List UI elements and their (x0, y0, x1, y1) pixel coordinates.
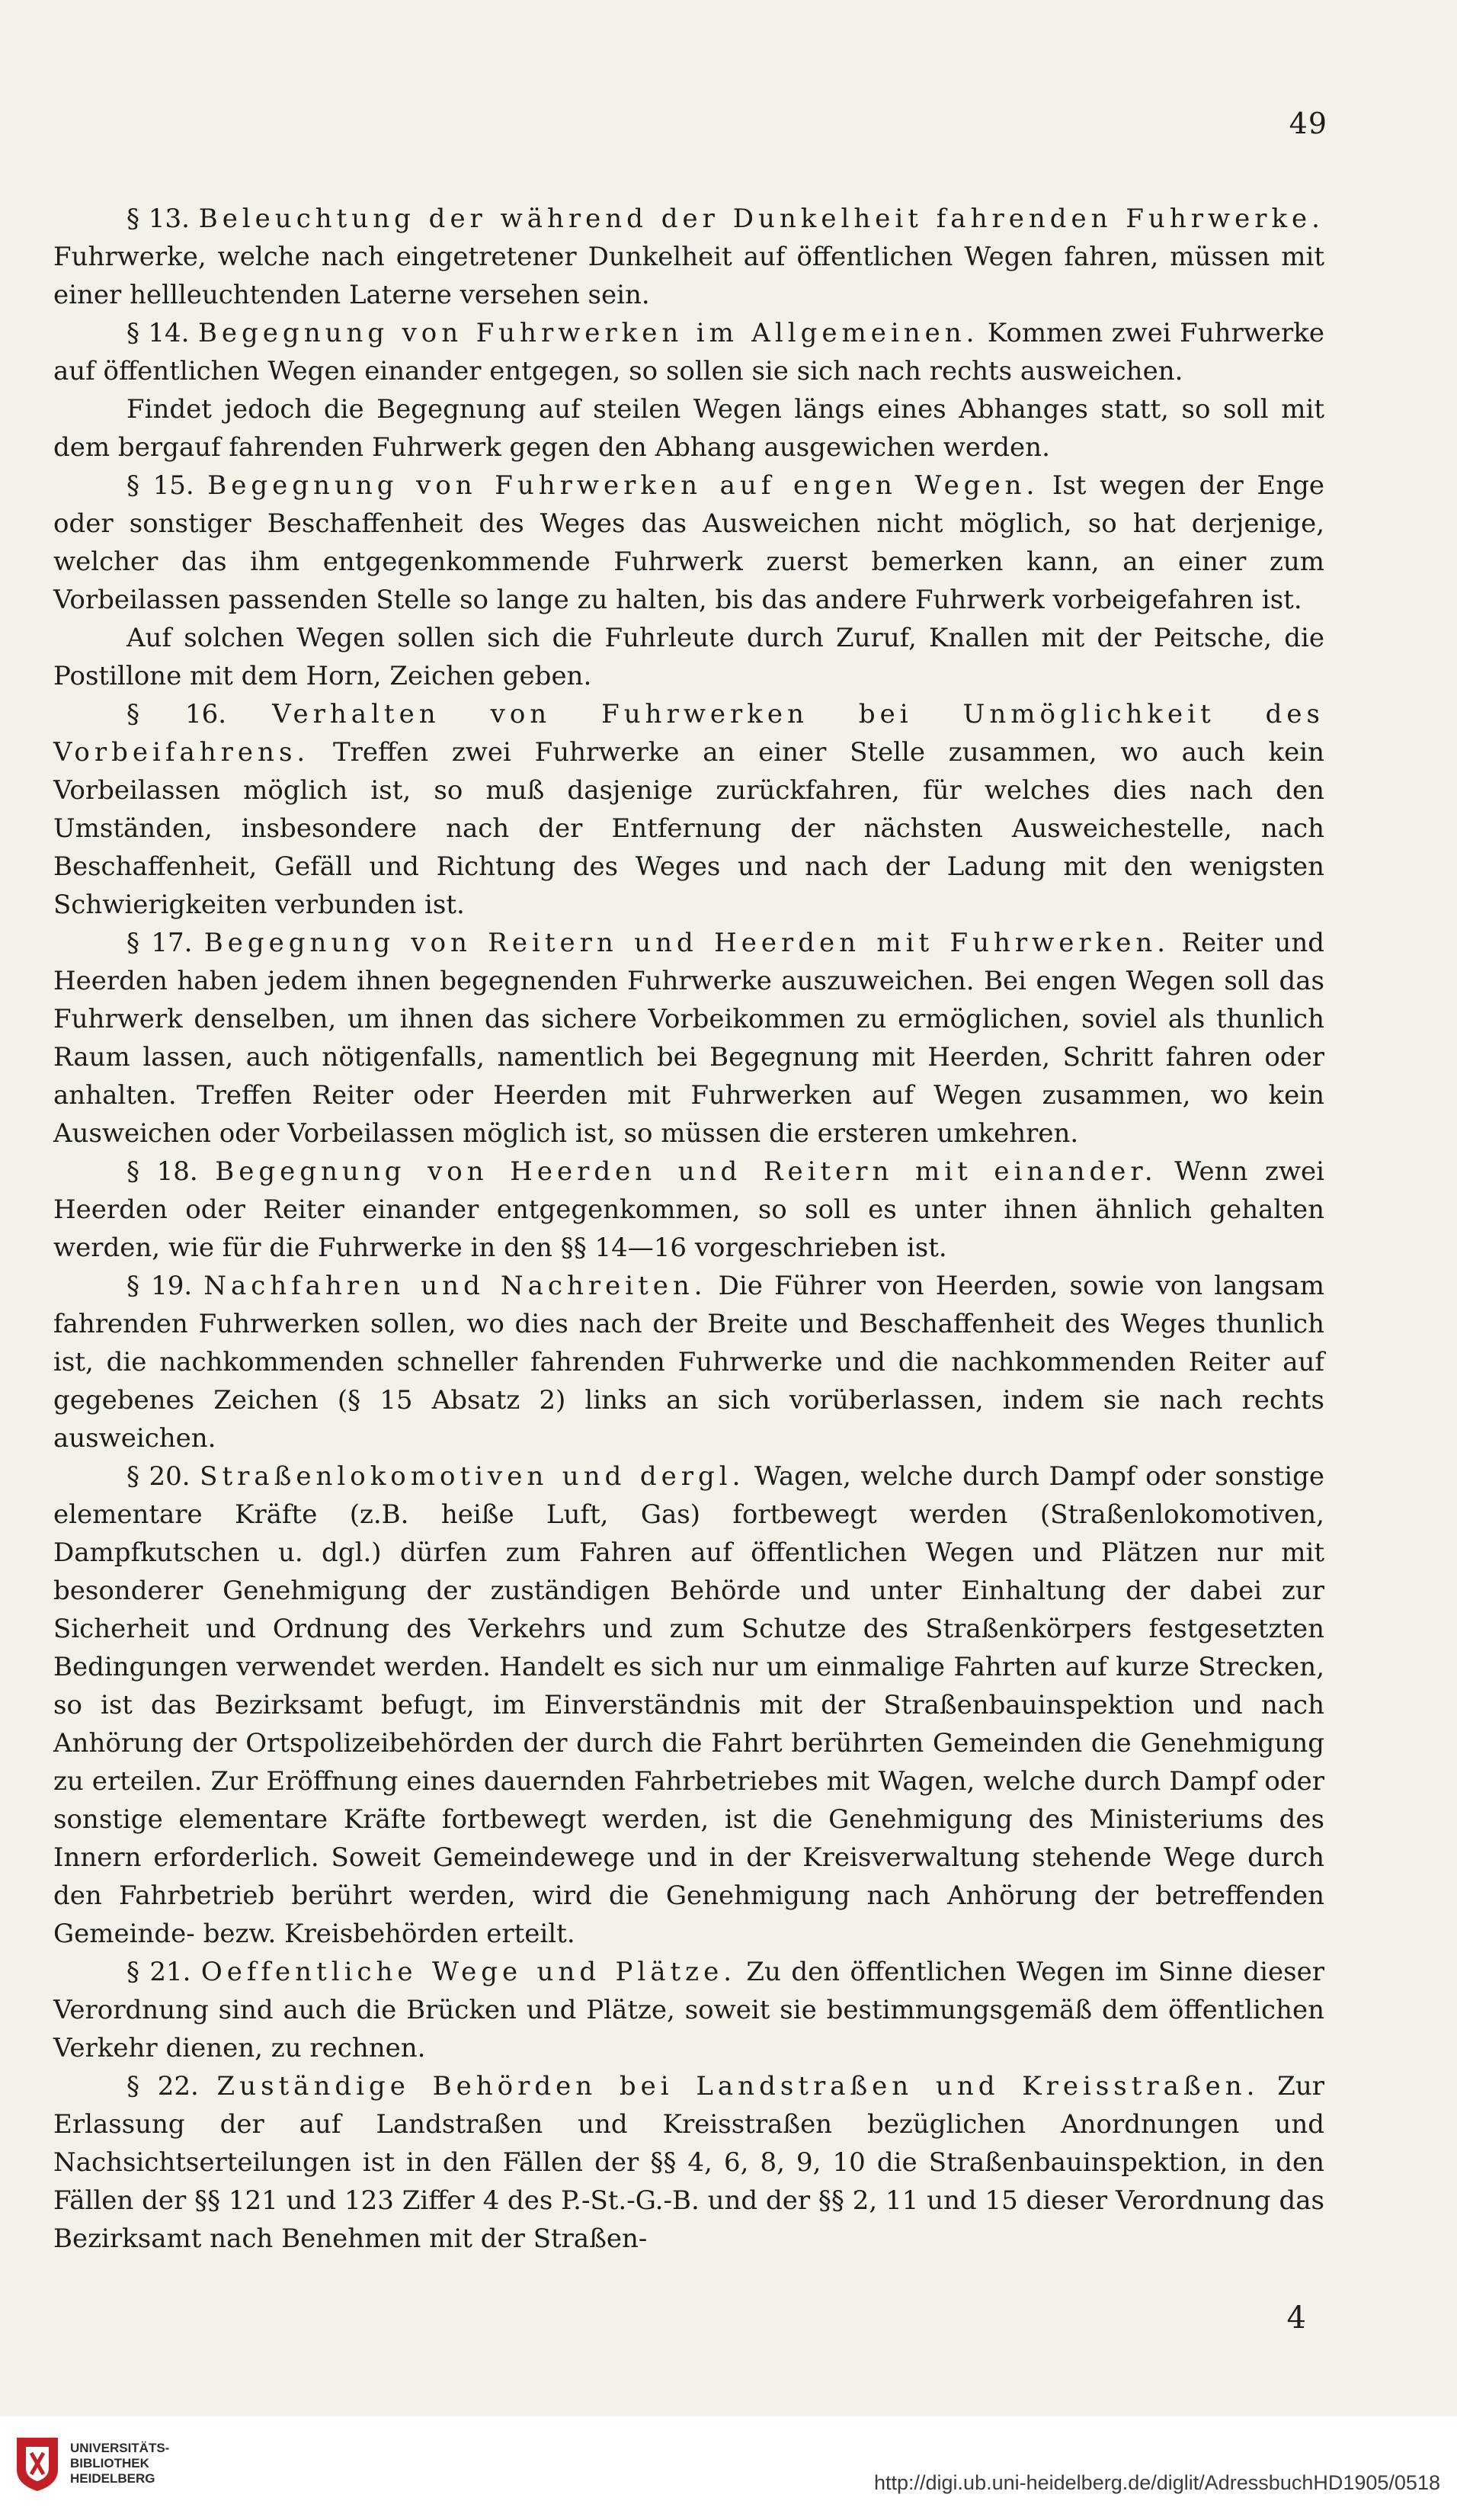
section-title: Oeffentliche Wege und Plätze. (200, 1957, 737, 1987)
library-name-line-2: BIBLIOTHEK (70, 2456, 149, 2470)
section-number: § 18. (126, 1156, 198, 1187)
section-title: Begegnung von Fuhrwerken auf engen Wegen. (207, 470, 1039, 501)
section-title: Begegnung von Fuhrwerken im Allgemeinen. (197, 318, 979, 348)
library-name-line-1: UNIVERSITÄTS- (70, 2441, 170, 2455)
section-title: Beleuchtung der während der Dunkelheit fahrenden Fuhrwerke. (198, 204, 1324, 234)
source-url-link[interactable]: http://digi.ub.uni-heidelberg.de/diglit/AdressbuchHD1905/0518 (873, 2471, 1440, 2494)
section-text: Auf solchen Wegen sollen sich die Fuhrleute durch Zuruf, Knallen mit der Peitsche, die Postillone mit dem Horn, Zeichen geben. (53, 623, 1324, 691)
section-17 (53, 924, 1324, 1153)
section-text: Reiter und Heerden haben jedem ihnen begegnenden Fuhrwerke auszuweichen. Bei engen Wegen soll das Fuhrwerk denselben, um ihnen das sichere Vorbeikommen zu ermöglichen, soviel als thunlich Raum lassen, auch nötigenfalls, namentlich bei Begegnung mit Heerden, Schritt fahren oder anhalten. Treffen Reiter oder Heerden mit Fuhrwerken auf Wegen zusammen, wo kein Ausweichen oder Vorbeilassen möglich ist, so müssen die ersteren umkehren. (53, 928, 1324, 1149)
section-text: Zur Erlassung der auf Landstraßen und Kreisstraßen bezüglichen Anordnungen und Nachsichtserteilungen ist in den Fällen der §§ 4, 6, 8, 9, 10 die Straßenbauinspektion, in den Fällen der §§ 121 und 123 Ziffer 4 des P.-St.-G.-B. und der §§ 2, 11 und 15 dieser Verordnung das Bezirksamt nach Benehmen mit der Straßen- (53, 2071, 1324, 2254)
section-number: § 20. (126, 1461, 191, 1492)
section-number: § 16. (126, 699, 227, 729)
section-14 (53, 314, 1324, 390)
section-15 (53, 466, 1324, 619)
section-19 (53, 1267, 1324, 1457)
document-body (53, 200, 1324, 2258)
section-18 (53, 1153, 1324, 1267)
section-number: § 17. (126, 928, 193, 958)
section-text: Die Führer von Heerden, sowie von langsam fahrenden Fuhrwerken sollen, wo dies nach der Breite und Beschaffenheit des Weges thunlich ist, die nachkommenden schneller fahrenden Fuhrwerke und die nachkommenden Reiter auf gegebenes Zeichen (§ 15 Absatz 2) links an sich vorüberlassen, indem sie nach rechts ausweichen. (53, 1271, 1325, 1454)
section-number: § 19. (126, 1271, 193, 1301)
section-text: Fuhrwerke, welche nach eingetretener Dunkelheit auf öffentlichen Wegen fahren, müssen mit einer hellleuchtenden Laterne versehen sein. (53, 242, 1324, 310)
section-title: Verhalten von Fuhrwerken bei Unmöglichkeit des Vorbeifahrens. (53, 699, 1324, 768)
section-text: Wenn zwei Heerden oder Reiter einander entgegenkommen, so soll es unter ihnen ähnlich gehalten werden, wie für die Fuhrwerke in den §§ 14—16 vorgeschrieben ist. (53, 1156, 1324, 1263)
section-16 (53, 695, 1324, 924)
section-number: § 22. (126, 2071, 199, 2102)
library-logo[interactable] (14, 2435, 169, 2493)
section-text: Ist wegen der Enge oder sonstiger Beschaffenheit des Weges das Ausweichen nicht möglich, so hat derjenige, welcher das ihm entgegenkommende Fuhrwerk zuerst bemerken kann, an einer zum Vorbeilassen passenden Stelle so lange zu halten, bis das andere Fuhrwerk vorbeigefahren ist. (53, 470, 1324, 615)
section-title: Zuständige Behörden bei Landstraßen und Kreisstraßen. (216, 2071, 1260, 2102)
section-text: Zu den öffentlichen Wegen im Sinne dieser Verordnung sind auch die Brücken und Plätze, soweit sie bestimmungsgemäß dem öffentlichen Verkehr dienen, zu rechnen. (53, 1957, 1324, 2063)
section-20 (53, 1457, 1324, 1953)
section-text: Kommen zwei Fuhrwerke auf öffentlichen Wegen einander entgegen, so sollen sie sich nach rechts ausweichen. (53, 318, 1325, 386)
section-13 (53, 200, 1324, 314)
section-15-paragraph-2 (53, 619, 1324, 695)
section-number: § 13. (126, 204, 190, 234)
heidelberg-seal-icon (14, 2435, 61, 2493)
section-title: Begegnung von Reitern und Heerden mit Fuhrwerken. (203, 928, 1170, 958)
section-14-paragraph-2 (53, 390, 1324, 466)
section-title: Straßenlokomotiven und dergl. (200, 1461, 745, 1492)
library-name-line-3: HEIDELBERG (70, 2471, 155, 2486)
section-text: Wagen, welche durch Dampf oder sonstige elementare Kräfte (z.B. heiße Luft, Gas) fortbewegt werden (Straßenlokomotiven, Dampfkutschen u. dgl.) dürfen zum Fahren auf öffentlichen Wegen und Plätzen nur mit besonderer Genehmigung der zuständigen Behörde und unter Einhaltung der dabei zur Sicherheit und Ordnung des Verkehrs und zum Schutze des Straßenkörpers festgesetzten Bedingungen verwendet werden. Handelt es sich nur um einmalige Fahrten auf kurze Strecken, so ist das Bezirksamt befugt, im Einverständnis mit der Straßenbauinspektion und nach Anhörung der Ortspolizeibehörden der durch die Fahrt berührten Gemeinden die Genehmigung zu erteilen. Zur Eröffnung eines dauernden Fahrbetriebes mit Wagen, welche durch Dampf oder sonstige elementare Kräfte fortbewegt werden, ist die Genehmigung des Ministeriums des Innern erforderlich. Soweit Gemeindewege und in der Kreisverwaltung stehende Wege durch den Fahrbetrieb berührt werden, wird die Genehmigung nach Anhörung der betreffenden Gemeinde- bezw. Kreisbehörden erteilt. (53, 1461, 1324, 1949)
section-number: § 21. (126, 1957, 191, 1987)
printer-signature-mark: 4 (1286, 2300, 1306, 2336)
section-22 (53, 2067, 1324, 2258)
section-title: Begegnung von Heerden und Reitern mit einander. (215, 1156, 1158, 1187)
library-name (70, 2441, 169, 2486)
section-text: Findet jedoch die Begegnung auf steilen Wegen längs eines Abhanges statt, so soll mit dem bergauf fahrenden Fuhrwerk gegen den Abhang ausgewichen werden. (53, 394, 1324, 463)
section-number: § 15. (126, 470, 194, 501)
page-number: 49 (1289, 107, 1327, 140)
section-text: Treffen zwei Fuhrwerke an einer Stelle zusammen, wo auch kein Vorbeilassen möglich ist, so muß dasjenige zurückfahren, für welches dies nach den Umständen, insbesondere nach der Entfernung der nächsten Ausweichestelle, nach Beschaffenheit, Gefäll und Richtung des Weges und nach der Ladung mit den wenigsten Schwierigkeiten verbunden ist. (53, 737, 1324, 920)
section-title: Nachfahren und Nachreiten. (203, 1271, 707, 1301)
viewer-footer (0, 2416, 1457, 2520)
section-21 (53, 1953, 1324, 2067)
section-number: § 14. (126, 318, 190, 348)
